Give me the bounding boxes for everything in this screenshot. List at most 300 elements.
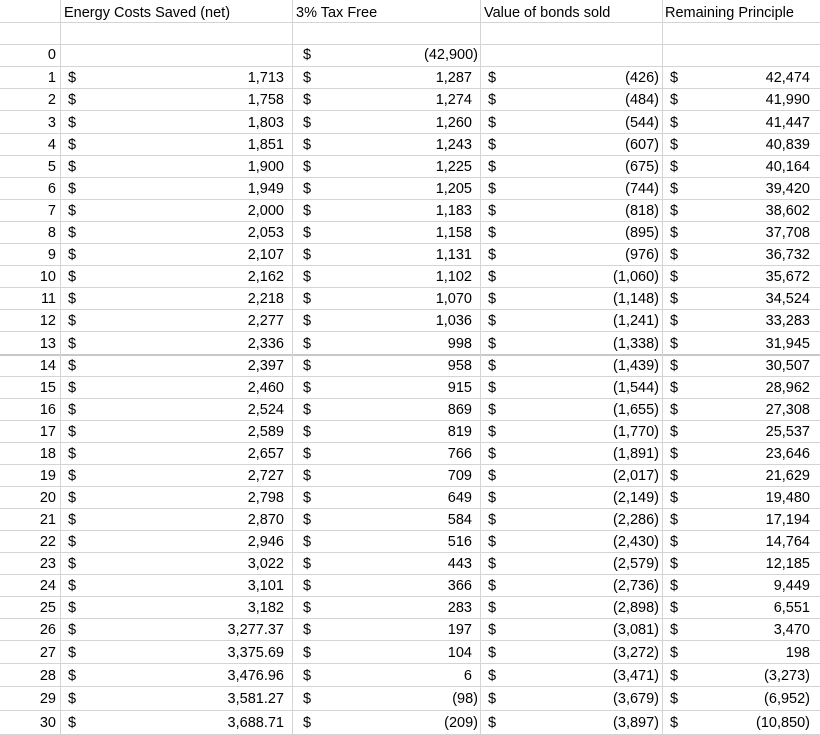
energy-value-cell[interactable]: 2,336 [247, 336, 284, 352]
principle-currency[interactable]: $ [670, 181, 679, 197]
row-gridline [0, 243, 820, 244]
tax-currency[interactable]: $ [303, 691, 312, 707]
year-cell[interactable]: 14 [39, 358, 56, 374]
year-cell[interactable]: 24 [39, 578, 56, 594]
energy-currency[interactable]: $ [68, 446, 77, 462]
tax-value-cell[interactable]: 104 [447, 645, 472, 661]
principle-value-cell[interactable]: 37,708 [765, 225, 810, 241]
year-cell[interactable]: 1 [47, 70, 56, 86]
tax-currency[interactable]: $ [303, 446, 312, 462]
bonds-value-cell[interactable]: (2,898) [613, 600, 659, 616]
bonds-currency[interactable]: $ [488, 203, 497, 219]
energy-currency[interactable]: $ [68, 137, 77, 153]
row-gridline [0, 618, 820, 619]
bonds-currency[interactable]: $ [488, 380, 497, 396]
row-gridline [0, 486, 820, 487]
principle-currency[interactable]: $ [670, 600, 679, 616]
principle-currency[interactable]: $ [670, 715, 679, 731]
tax-currency[interactable]: $ [303, 358, 312, 374]
tax-value-cell[interactable]: 1,205 [435, 181, 472, 197]
tax-value-cell[interactable]: 516 [447, 534, 472, 550]
energy-value-cell[interactable]: 3,101 [247, 578, 284, 594]
tax-value-cell[interactable]: 958 [447, 358, 472, 374]
bonds-value-cell[interactable]: (1,439) [613, 358, 659, 374]
principle-currency[interactable]: $ [670, 137, 679, 153]
tax-value-cell[interactable]: 869 [447, 402, 472, 418]
tax-value-cell[interactable]: 366 [447, 578, 472, 594]
row-gridline [0, 420, 820, 421]
principle-value-cell[interactable]: 38,602 [765, 203, 810, 219]
principle-value-cell[interactable]: 39,420 [765, 181, 810, 197]
year-cell[interactable]: 7 [47, 203, 56, 219]
tax-value-cell[interactable]: 709 [447, 468, 472, 484]
bonds-value-cell[interactable]: (2,149) [613, 490, 659, 506]
bonds-currency[interactable]: $ [488, 715, 497, 731]
energy-value-cell[interactable]: 2,946 [247, 534, 284, 550]
year-cell[interactable]: 9 [47, 247, 56, 263]
bonds-value-cell[interactable]: (3,679) [613, 691, 659, 707]
bonds-value-cell[interactable]: (2,579) [613, 556, 659, 572]
principle-value-cell[interactable]: 42,474 [765, 70, 810, 86]
principle-currency[interactable]: $ [670, 225, 679, 241]
energy-currency[interactable]: $ [68, 490, 77, 506]
year-cell[interactable]: 13 [39, 336, 56, 352]
bonds-currency[interactable]: $ [488, 225, 497, 241]
principle-currency[interactable]: $ [670, 556, 679, 572]
bonds-value-cell[interactable]: (1,770) [613, 424, 659, 440]
tax-value-cell[interactable]: 1,070 [435, 291, 472, 307]
tax-currency[interactable]: $ [303, 534, 312, 550]
principle-currency[interactable]: $ [670, 92, 679, 108]
tax-value-cell[interactable]: 819 [447, 424, 472, 440]
principle-value-cell[interactable]: 21,629 [765, 468, 810, 484]
energy-currency[interactable]: $ [68, 715, 77, 731]
tax-value-cell[interactable]: 649 [447, 490, 472, 506]
principle-value-cell[interactable]: 9,449 [773, 578, 810, 594]
row-gridline [0, 376, 820, 377]
bonds-currency[interactable]: $ [488, 490, 497, 506]
row-gridline [0, 110, 820, 111]
tax-value-cell[interactable]: 1,287 [435, 70, 472, 86]
tax-value-cell[interactable]: 443 [447, 556, 472, 572]
year-cell[interactable]: 5 [47, 159, 56, 175]
principle-value-cell[interactable]: 27,308 [765, 402, 810, 418]
bonds-currency[interactable]: $ [488, 159, 497, 175]
bonds-currency[interactable]: $ [488, 70, 497, 86]
year-cell[interactable]: 2 [47, 92, 56, 108]
row-gridline [0, 66, 820, 67]
energy-value-cell[interactable]: 3,688.71 [227, 715, 284, 731]
tax-currency[interactable]: $ [303, 424, 312, 440]
bonds-currency[interactable]: $ [488, 291, 497, 307]
bonds-currency[interactable]: $ [488, 468, 497, 484]
principle-value-cell[interactable]: 17,194 [765, 512, 810, 528]
energy-currency[interactable]: $ [68, 512, 77, 528]
energy-currency[interactable]: $ [68, 402, 77, 418]
tax-currency[interactable]: $ [303, 159, 312, 175]
bonds-currency[interactable]: $ [488, 556, 497, 572]
principle-value-cell[interactable]: 41,990 [765, 92, 810, 108]
tax-currency[interactable]: $ [303, 181, 312, 197]
bonds-value-cell[interactable]: (3,897) [613, 715, 659, 731]
principle-value-cell[interactable]: 19,480 [765, 490, 810, 506]
year-cell[interactable]: 4 [47, 137, 56, 153]
principle-value-cell[interactable]: (3,273) [764, 668, 810, 684]
energy-currency[interactable]: $ [68, 534, 77, 550]
principle-currency[interactable]: $ [670, 424, 679, 440]
year-cell[interactable]: 10 [39, 269, 56, 285]
energy-value-cell[interactable]: 2,053 [247, 225, 284, 241]
tax-currency[interactable]: $ [303, 203, 312, 219]
bonds-value-cell[interactable]: (1,655) [613, 402, 659, 418]
energy-value-cell[interactable]: 3,022 [247, 556, 284, 572]
principle-currency[interactable]: $ [670, 380, 679, 396]
energy-currency[interactable]: $ [68, 181, 77, 197]
energy-currency[interactable]: $ [68, 645, 77, 661]
energy-value-cell[interactable]: 3,182 [247, 600, 284, 616]
row-gridline [0, 398, 820, 399]
energy-currency[interactable]: $ [68, 70, 77, 86]
year-cell[interactable]: 26 [39, 622, 56, 638]
principle-value-cell[interactable]: 36,732 [765, 247, 810, 263]
bonds-value-cell[interactable]: (744) [625, 181, 659, 197]
bonds-currency[interactable]: $ [488, 534, 497, 550]
year-cell[interactable]: 28 [39, 668, 56, 684]
row-gridline [0, 640, 820, 641]
energy-currency[interactable]: $ [68, 291, 77, 307]
bonds-value-cell[interactable]: (2,286) [613, 512, 659, 528]
year-cell[interactable]: 20 [39, 490, 56, 506]
tax-value-cell[interactable]: (209) [444, 715, 478, 731]
year-cell[interactable]: 18 [39, 446, 56, 462]
bonds-currency[interactable]: $ [488, 181, 497, 197]
principle-currency[interactable]: $ [670, 247, 679, 263]
energy-value-cell[interactable]: 1,758 [247, 92, 284, 108]
header-bonds-sold[interactable]: Value of bonds sold [484, 5, 611, 21]
principle-value-cell[interactable]: 23,646 [765, 446, 810, 462]
tax-currency[interactable]: $ [303, 600, 312, 616]
row-gridline [0, 309, 820, 310]
principle-currency[interactable]: $ [670, 691, 679, 707]
bonds-value-cell[interactable]: (1,544) [613, 380, 659, 396]
principle-currency[interactable]: $ [670, 358, 679, 374]
year-cell[interactable]: 17 [39, 424, 56, 440]
energy-value-cell[interactable]: 2,460 [247, 380, 284, 396]
principle-currency[interactable]: $ [670, 203, 679, 219]
column-gridline [60, 0, 61, 735]
principle-value-cell[interactable]: 3,470 [773, 622, 810, 638]
bonds-value-cell[interactable]: (675) [625, 159, 659, 175]
energy-value-cell[interactable]: 1,851 [247, 137, 284, 153]
energy-value-cell[interactable]: 3,277.37 [227, 622, 284, 638]
principle-value-cell[interactable]: 40,164 [765, 159, 810, 175]
bonds-value-cell[interactable]: (976) [625, 247, 659, 263]
bonds-currency[interactable]: $ [488, 336, 497, 352]
year-cell[interactable]: 11 [40, 291, 56, 307]
header-remaining-principle[interactable]: Remaining Principle [665, 5, 794, 21]
energy-currency[interactable]: $ [68, 336, 77, 352]
energy-value-cell[interactable]: 2,524 [247, 402, 284, 418]
year-cell[interactable]: 29 [39, 691, 56, 707]
tax-currency[interactable]: $ [303, 578, 312, 594]
bonds-value-cell[interactable]: (2,017) [613, 468, 659, 484]
energy-value-cell[interactable]: 2,218 [247, 291, 284, 307]
row-gridline [0, 552, 820, 553]
row-gridline [0, 88, 820, 89]
bonds-value-cell[interactable]: (1,148) [613, 291, 659, 307]
tax-value-cell[interactable]: 283 [447, 600, 472, 616]
bonds-currency[interactable]: $ [488, 512, 497, 528]
tax-currency[interactable]: $ [303, 291, 312, 307]
tax-currency[interactable]: $ [303, 512, 312, 528]
tax-value-cell[interactable]: 1,036 [435, 313, 472, 329]
bonds-currency[interactable]: $ [488, 424, 497, 440]
principle-currency[interactable]: $ [670, 534, 679, 550]
row-gridline [0, 221, 820, 222]
energy-value-cell[interactable]: 2,657 [247, 446, 284, 462]
bonds-value-cell[interactable]: (1,060) [613, 269, 659, 285]
row-gridline [0, 596, 820, 597]
tax-value-cell[interactable]: 1,102 [435, 269, 472, 285]
principle-value-cell[interactable]: 30,507 [765, 358, 810, 374]
energy-value-cell[interactable]: 1,713 [247, 70, 284, 86]
energy-currency[interactable]: $ [68, 424, 77, 440]
principle-currency[interactable]: $ [670, 291, 679, 307]
tax-currency[interactable]: $ [303, 70, 312, 86]
row-gridline [0, 663, 820, 664]
tax-value-cell[interactable]: 1,183 [435, 203, 472, 219]
row-gridline [0, 464, 820, 465]
bonds-currency[interactable]: $ [488, 622, 497, 638]
tax-value-cell[interactable]: 1,274 [435, 92, 472, 108]
bonds-currency[interactable]: $ [488, 269, 497, 285]
tax-value-cell[interactable]: 1,131 [435, 247, 472, 263]
energy-currency[interactable]: $ [68, 115, 77, 131]
tax-currency[interactable]: $ [303, 715, 312, 731]
tax-value-cell[interactable]: 6 [463, 668, 472, 684]
principle-currency[interactable]: $ [670, 115, 679, 131]
tax-value-cell[interactable]: 1,225 [435, 159, 472, 175]
year-cell[interactable]: 25 [39, 600, 56, 616]
energy-currency[interactable]: $ [68, 622, 77, 638]
energy-currency[interactable]: $ [68, 668, 77, 684]
bonds-currency[interactable]: $ [488, 668, 497, 684]
tax-value-cell[interactable]: 1,158 [435, 225, 472, 241]
year-cell[interactable]: 12 [39, 313, 56, 329]
tax-currency[interactable]: $ [303, 92, 312, 108]
tax-currency[interactable]: $ [303, 622, 312, 638]
bonds-value-cell[interactable]: (1,241) [613, 313, 659, 329]
row-gridline [0, 177, 820, 178]
bonds-currency[interactable]: $ [488, 137, 497, 153]
tax-currency[interactable]: $ [303, 247, 312, 263]
tax-currency[interactable]: $ [303, 468, 312, 484]
bonds-value-cell[interactable]: (544) [625, 115, 659, 131]
bonds-value-cell[interactable]: (895) [625, 225, 659, 241]
energy-value-cell[interactable]: 2,589 [247, 424, 284, 440]
principle-value-cell[interactable]: 40,839 [765, 137, 810, 153]
year-cell[interactable]: 19 [39, 468, 56, 484]
energy-currency[interactable]: $ [68, 203, 77, 219]
energy-currency[interactable]: $ [68, 159, 77, 175]
tax-value-cell[interactable]: (98) [452, 691, 478, 707]
energy-value-cell[interactable]: 1,803 [247, 115, 284, 131]
principle-currency[interactable]: $ [670, 578, 679, 594]
bonds-value-cell[interactable]: (3,471) [613, 668, 659, 684]
row-gridline [0, 530, 820, 531]
principle-value-cell[interactable]: (6,952) [764, 691, 810, 707]
bonds-currency[interactable]: $ [488, 92, 497, 108]
principle-currency[interactable]: $ [670, 490, 679, 506]
bonds-value-cell[interactable]: (818) [625, 203, 659, 219]
energy-value-cell[interactable]: 2,162 [247, 269, 284, 285]
energy-value-cell[interactable]: 2,798 [247, 490, 284, 506]
year-cell[interactable]: 8 [47, 225, 56, 241]
principle-value-cell[interactable]: 6,551 [773, 600, 810, 616]
bonds-currency[interactable]: $ [488, 313, 497, 329]
tax-currency[interactable]: $ [303, 490, 312, 506]
row0-tax-currency[interactable]: $ [303, 47, 312, 63]
energy-currency[interactable]: $ [68, 313, 77, 329]
energy-currency[interactable]: $ [68, 225, 77, 241]
tax-value-cell[interactable]: 584 [447, 512, 472, 528]
bonds-value-cell[interactable]: (2,430) [613, 534, 659, 550]
principle-value-cell[interactable]: 28,962 [765, 380, 810, 396]
year-cell[interactable]: 16 [39, 402, 56, 418]
principle-value-cell[interactable]: 198 [785, 645, 810, 661]
principle-currency[interactable]: $ [670, 668, 679, 684]
tax-currency[interactable]: $ [303, 225, 312, 241]
bonds-value-cell[interactable]: (2,736) [613, 578, 659, 594]
principle-currency[interactable]: $ [670, 159, 679, 175]
column-gridline [292, 0, 293, 735]
principle-value-cell[interactable]: 33,283 [765, 313, 810, 329]
column-gridline [662, 0, 663, 735]
tax-currency[interactable]: $ [303, 313, 312, 329]
bonds-currency[interactable]: $ [488, 600, 497, 616]
row-gridline [0, 199, 820, 200]
bonds-currency[interactable]: $ [488, 645, 497, 661]
tax-currency[interactable]: $ [303, 269, 312, 285]
bonds-value-cell[interactable]: (1,891) [613, 446, 659, 462]
energy-currency[interactable]: $ [68, 691, 77, 707]
bonds-currency[interactable]: $ [488, 446, 497, 462]
energy-value-cell[interactable]: 1,949 [247, 181, 284, 197]
principle-value-cell[interactable]: 12,185 [765, 556, 810, 572]
year-cell[interactable]: 27 [39, 645, 56, 661]
header-energy-costs[interactable]: Energy Costs Saved (net) [64, 5, 231, 21]
principle-value-cell[interactable]: 41,447 [765, 115, 810, 131]
bonds-value-cell[interactable]: (3,081) [613, 622, 659, 638]
principle-value-cell[interactable]: 14,764 [765, 534, 810, 550]
year-cell[interactable]: 15 [39, 380, 56, 396]
year-cell[interactable]: 21 [39, 512, 56, 528]
tax-value-cell[interactable]: 766 [447, 446, 472, 462]
row0-year[interactable]: 0 [47, 47, 56, 63]
tax-currency[interactable]: $ [303, 380, 312, 396]
energy-currency[interactable]: $ [68, 600, 77, 616]
principle-value-cell[interactable]: 25,537 [765, 424, 810, 440]
principle-value-cell[interactable]: (10,850) [755, 715, 810, 731]
bonds-value-cell[interactable]: (607) [625, 137, 659, 153]
bonds-currency[interactable]: $ [488, 691, 497, 707]
energy-currency[interactable]: $ [68, 92, 77, 108]
principle-currency[interactable]: $ [670, 645, 679, 661]
principle-currency[interactable]: $ [670, 336, 679, 352]
energy-value-cell[interactable]: 2,727 [247, 468, 284, 484]
energy-currency[interactable]: $ [68, 358, 77, 374]
bonds-value-cell[interactable]: (1,338) [613, 336, 659, 352]
energy-value-cell[interactable]: 3,581.27 [227, 691, 284, 707]
energy-value-cell[interactable]: 1,900 [247, 159, 284, 175]
bonds-currency[interactable]: $ [488, 402, 497, 418]
principle-currency[interactable]: $ [670, 313, 679, 329]
energy-value-cell[interactable]: 3,375.69 [227, 645, 284, 661]
tax-currency[interactable]: $ [303, 137, 312, 153]
energy-value-cell[interactable]: 2,397 [247, 358, 284, 374]
year-cell[interactable]: 3 [47, 115, 56, 131]
tax-currency[interactable]: $ [303, 645, 312, 661]
year-cell[interactable]: 6 [47, 181, 56, 197]
tax-currency[interactable]: $ [303, 336, 312, 352]
tax-value-cell[interactable]: 915 [447, 380, 472, 396]
principle-currency[interactable]: $ [670, 622, 679, 638]
principle-currency[interactable]: $ [670, 468, 679, 484]
principle-value-cell[interactable]: 35,672 [765, 269, 810, 285]
tax-value-cell[interactable]: 197 [447, 622, 472, 638]
energy-currency[interactable]: $ [68, 247, 77, 263]
tax-currency[interactable]: $ [303, 556, 312, 572]
energy-value-cell[interactable]: 2,107 [247, 247, 284, 263]
row0-tax-value[interactable]: (42,900) [423, 47, 478, 63]
principle-value-cell[interactable]: 31,945 [765, 336, 810, 352]
energy-currency[interactable]: $ [68, 380, 77, 396]
bonds-value-cell[interactable]: (484) [625, 92, 659, 108]
tax-currency[interactable]: $ [303, 668, 312, 684]
energy-value-cell[interactable]: 2,000 [247, 203, 284, 219]
tax-value-cell[interactable]: 998 [447, 336, 472, 352]
bonds-value-cell[interactable]: (3,272) [613, 645, 659, 661]
tax-value-cell[interactable]: 1,260 [435, 115, 472, 131]
bonds-value-cell[interactable]: (426) [625, 70, 659, 86]
energy-currency[interactable]: $ [68, 556, 77, 572]
principle-currency[interactable]: $ [670, 512, 679, 528]
energy-currency[interactable]: $ [68, 269, 77, 285]
bonds-currency[interactable]: $ [488, 358, 497, 374]
bonds-currency[interactable]: $ [488, 578, 497, 594]
energy-value-cell[interactable]: 2,870 [247, 512, 284, 528]
tax-value-cell[interactable]: 1,243 [435, 137, 472, 153]
principle-currency[interactable]: $ [670, 70, 679, 86]
year-cell[interactable]: 22 [39, 534, 56, 550]
energy-value-cell[interactable]: 2,277 [247, 313, 284, 329]
tax-currency[interactable]: $ [303, 115, 312, 131]
tax-currency[interactable]: $ [303, 402, 312, 418]
principle-currency[interactable]: $ [670, 446, 679, 462]
header-tax-free[interactable]: 3% Tax Free [296, 5, 378, 21]
bonds-currency[interactable]: $ [488, 247, 497, 263]
principle-currency[interactable]: $ [670, 402, 679, 418]
year-cell[interactable]: 23 [39, 556, 56, 572]
energy-currency[interactable]: $ [68, 578, 77, 594]
energy-value-cell[interactable]: 3,476.96 [227, 668, 284, 684]
year-cell[interactable]: 30 [39, 715, 56, 731]
principle-value-cell[interactable]: 34,524 [765, 291, 810, 307]
energy-currency[interactable]: $ [68, 468, 77, 484]
principle-currency[interactable]: $ [670, 269, 679, 285]
bonds-currency[interactable]: $ [488, 115, 497, 131]
row-gridline [0, 442, 820, 443]
